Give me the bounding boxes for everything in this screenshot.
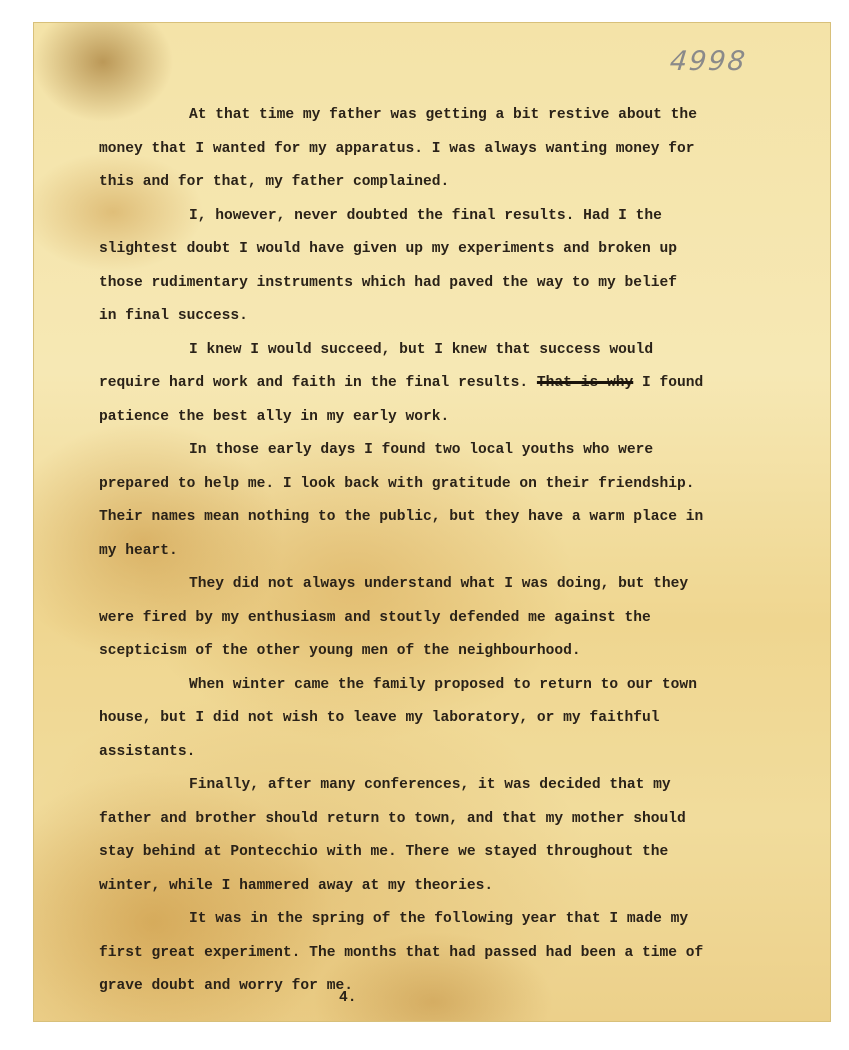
text-line: grave doubt and worry for me.	[99, 978, 353, 994]
text-line: father and brother should return to town, and that my mother should	[99, 810, 686, 827]
text-line-with-correction	[99, 367, 799, 401]
paragraph	[99, 434, 799, 568]
text-line: scepticism of the other young men of the neighbourhood.	[99, 643, 581, 659]
text-line: slightest doubt I would have given up my experiments and broken up	[99, 241, 678, 257]
paragraph	[99, 200, 799, 334]
struck-out-text: That is why	[536, 375, 634, 391]
text-line: money that I wanted for my apparatus. I was always wanting money for	[99, 140, 695, 157]
text-line: patience the best ally in my early work.	[99, 408, 450, 425]
text-line: were fired by my enthusiasm and stoutly defended me against the	[99, 609, 651, 626]
text-line: In those early days I found two local youths who were	[189, 442, 654, 458]
folio-number: 4998	[668, 46, 749, 77]
typescript-page	[33, 22, 831, 1022]
text-line: When winter came the family proposed to return to our town	[189, 676, 697, 693]
text-line: winter, while I hammered away at my theories.	[99, 877, 494, 894]
paragraph	[99, 769, 799, 903]
text-line: my heart.	[99, 542, 178, 559]
text-line: It was in the spring of the following year that I made my	[189, 911, 689, 927]
text-line: Their names mean nothing to the public, but they have a warm place in	[99, 509, 704, 525]
text-line: I, however, never doubted the final results. Had I the	[189, 207, 662, 224]
page-number: 4.	[339, 990, 357, 1006]
text-line: this and for that, my father complained.	[99, 174, 450, 190]
text-line: assistants.	[99, 743, 196, 760]
text-line: in final success.	[99, 308, 248, 324]
body-text	[99, 99, 799, 1004]
paragraph	[99, 669, 799, 770]
text-segment: require hard work and faith in the final results.	[99, 375, 529, 391]
text-line: Finally, after many conferences, it was decided that my	[189, 777, 671, 793]
text-line: I knew I would succeed, but I knew that success would	[189, 341, 654, 358]
text-line: first great experiment. The months that had passed had been a time of	[99, 944, 704, 961]
text-line: house, but I did not wish to leave my laboratory, or my faithful	[99, 710, 660, 726]
paragraph	[99, 334, 799, 435]
text-line: At that time my father was getting a bit restive about the	[189, 107, 697, 123]
paragraph	[99, 903, 799, 1004]
text-line: stay behind at Pontecchio with me. There we stayed throughout the	[99, 844, 669, 860]
text-line: prepared to help me. I look back with gratitude on their friendship.	[99, 475, 695, 492]
paragraph	[99, 99, 799, 200]
text-line: those rudimentary instruments which had paved the way to my belief	[99, 274, 678, 291]
text-line: They did not always understand what I was doing, but they	[189, 576, 689, 592]
text-segment: I found	[642, 375, 704, 391]
paragraph	[99, 568, 799, 669]
